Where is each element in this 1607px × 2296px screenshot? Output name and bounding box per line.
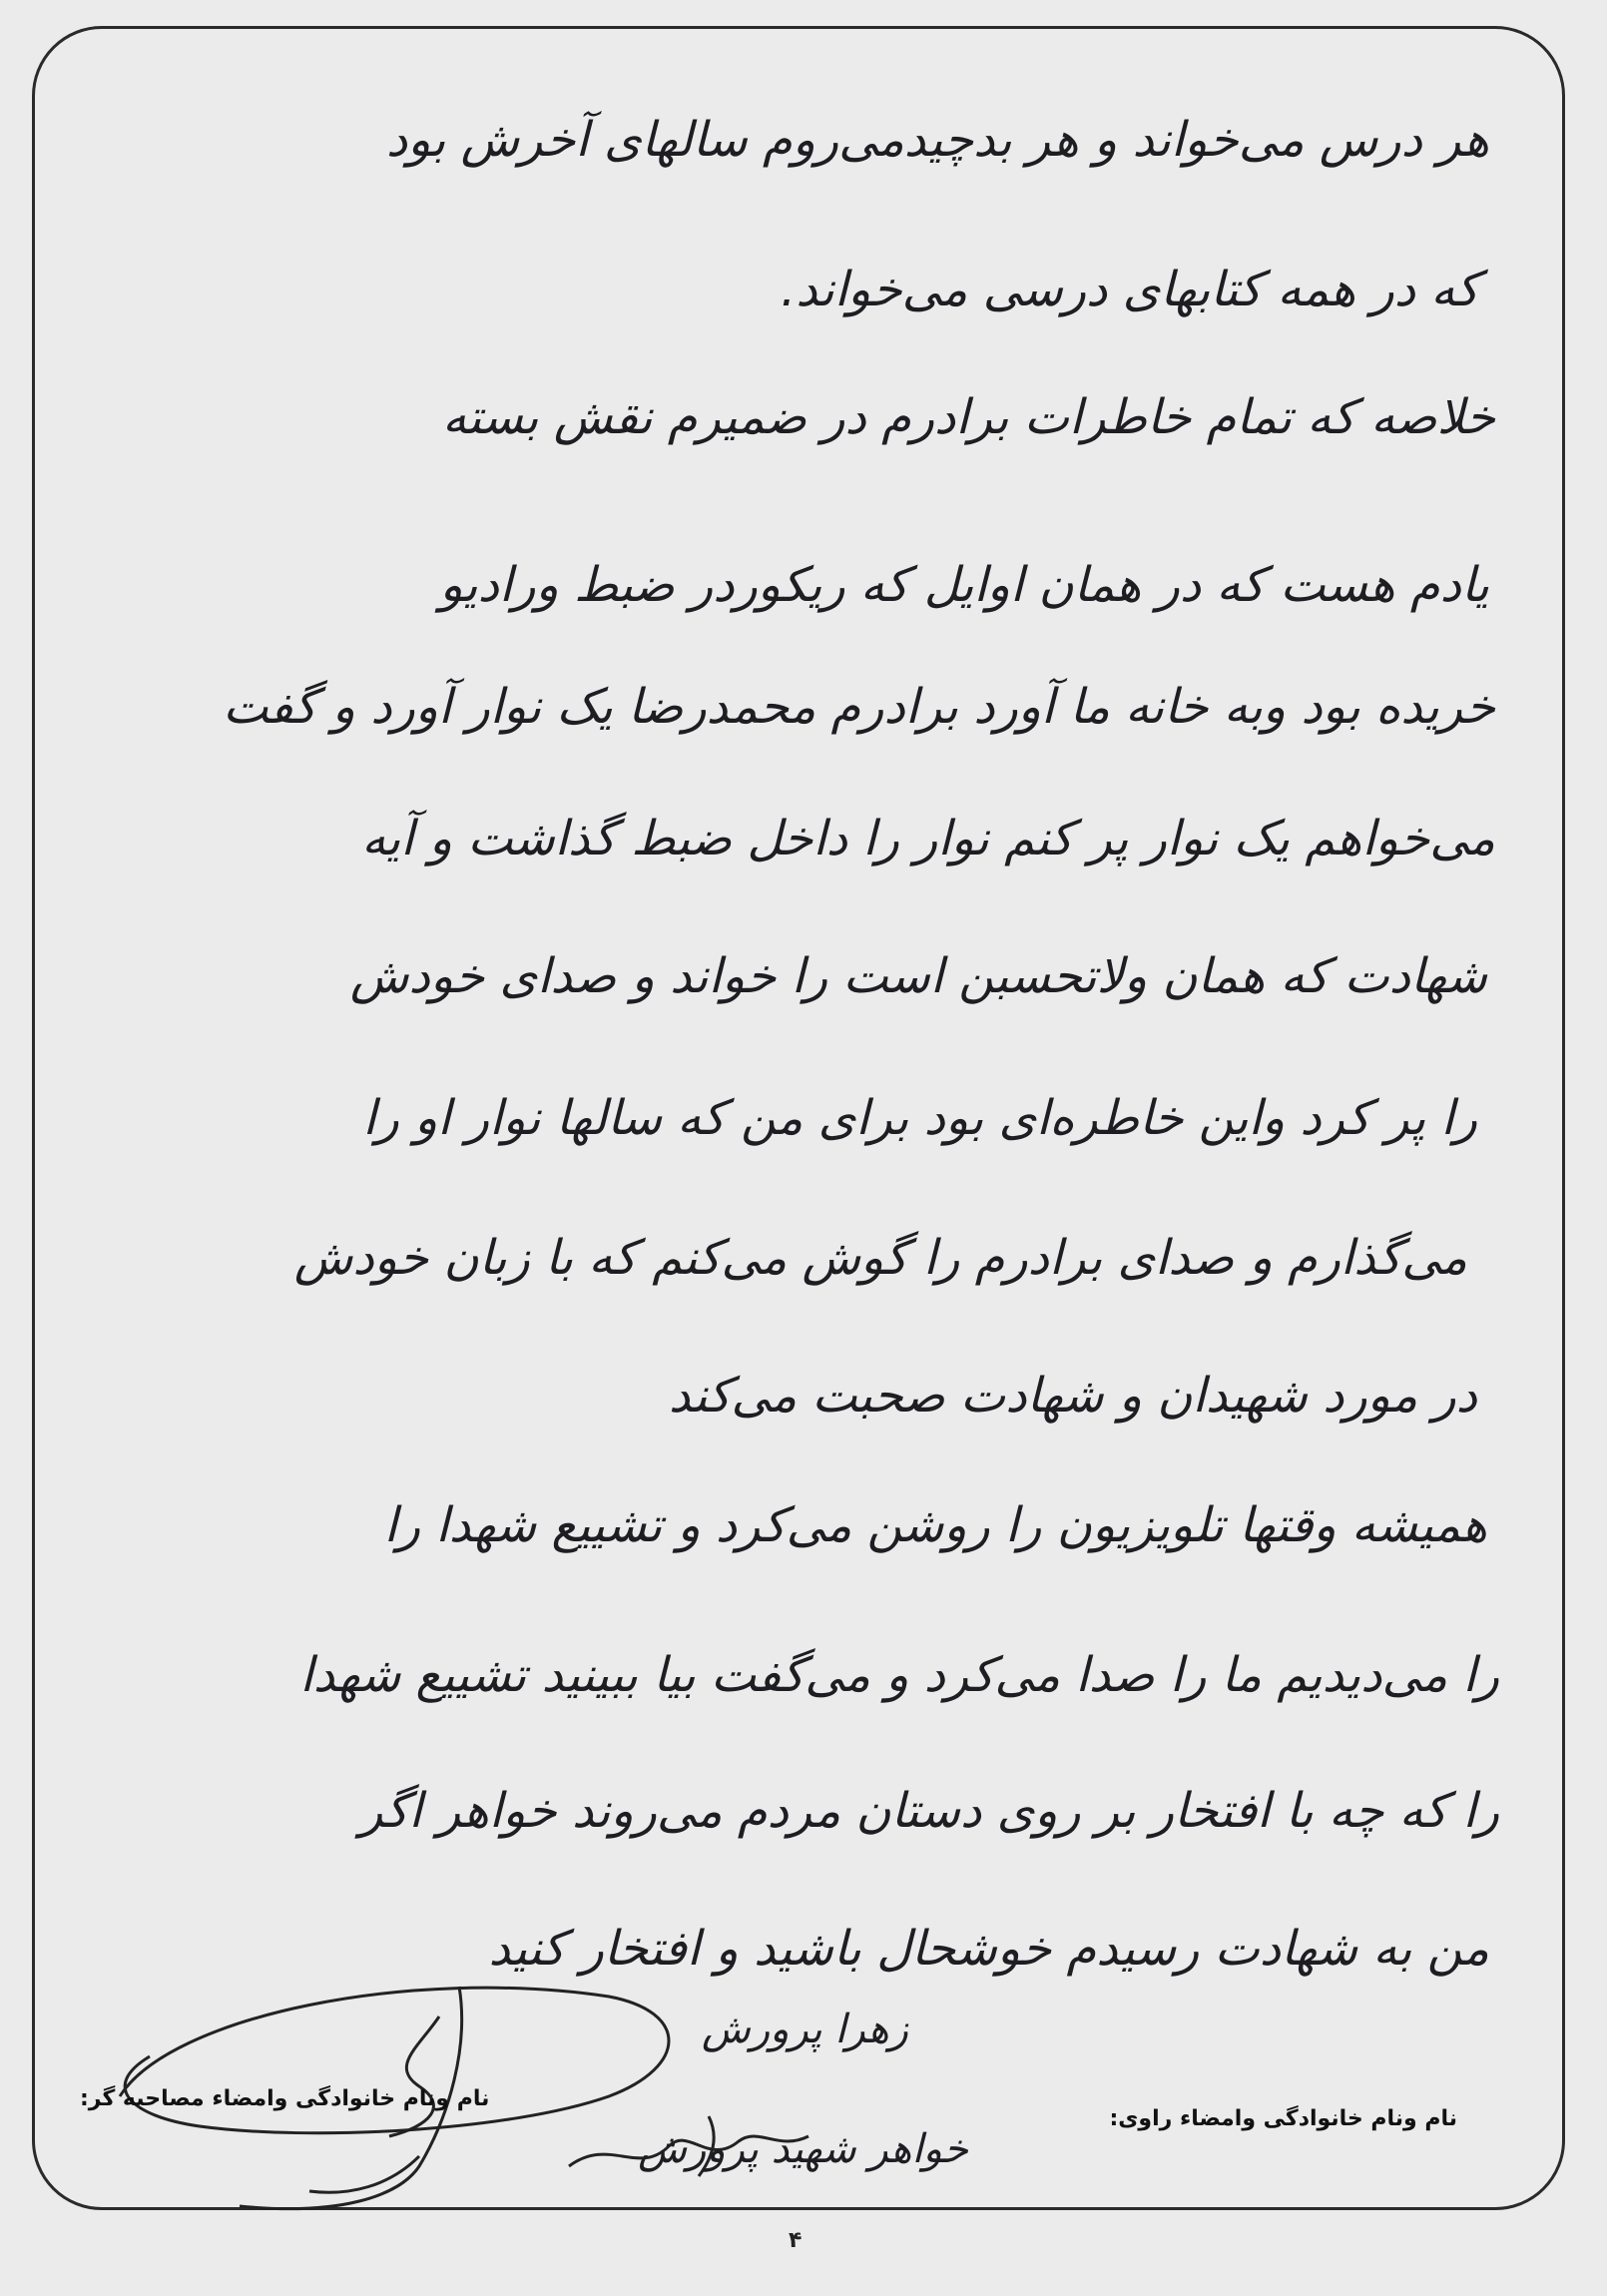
memoir-line: در مورد شهیدان و شهادت صحبت می‌کند [668,1368,1477,1424]
memoir-line: شهادت که همان ولاتحسبن است را خواند و صدای خودش [349,948,1487,1004]
memoir-line: خلاصه که تمام خاطرات برادرم در ضمیرم نقش بسته [442,389,1495,445]
memoir-line: می‌خواهم یک نوار پر کنم نوار را داخل ضبط گذاشت و آیه [361,811,1495,866]
memoir-line: می‌گذارم و صدای برادرم را گوش می‌کنم که با زبان خودش [293,1230,1467,1286]
memoir-line: را که چه با افتخار بر روی دستان مردم می‌روند خواهر اگر [359,1783,1499,1839]
memoir-line: من به شهادت رسیدم خوشحال باشید و افتخار کنید [488,1921,1489,1977]
narrator-name: زهرا پرورش [702,2007,908,2052]
narrator-signature-label: نام ونام خانوادگی وامضاء راوی: [1109,2106,1457,2131]
interviewer-signature-label: نام ونام خانوادگی وامضاء مصاحبه گر: [80,2086,490,2111]
memoir-line: همیشه وقتها تلویزیون را روشن می‌کرد و تشییع شهدا را [383,1497,1487,1553]
memoir-line: که در همه کتابهای درسی می‌خواند. [781,262,1479,317]
memoir-line: هر درس می‌خواند و هر بدچیدمی‌روم سالهای آخرش بود [385,112,1489,168]
narrator-relation: خواهر شهید پرورش [638,2126,968,2172]
page-number: ۴ [789,2228,803,2253]
memoir-line: را پر کرد واین خاطره‌ای بود برای من که سالها نوار او را [362,1090,1477,1146]
memoir-line: را می‌دیدیم ما را صدا می‌کرد و می‌گفت بیا ببینید تشییع شهدا [299,1647,1499,1703]
memoir-line: یادم هست که در همان اوایل که ریکوردر ضبط ورادیو [439,557,1489,613]
memoir-line: خریده بود وبه خانه ما آورد برادرم محمدرضا یک نوار آورد و گفت [223,679,1495,735]
